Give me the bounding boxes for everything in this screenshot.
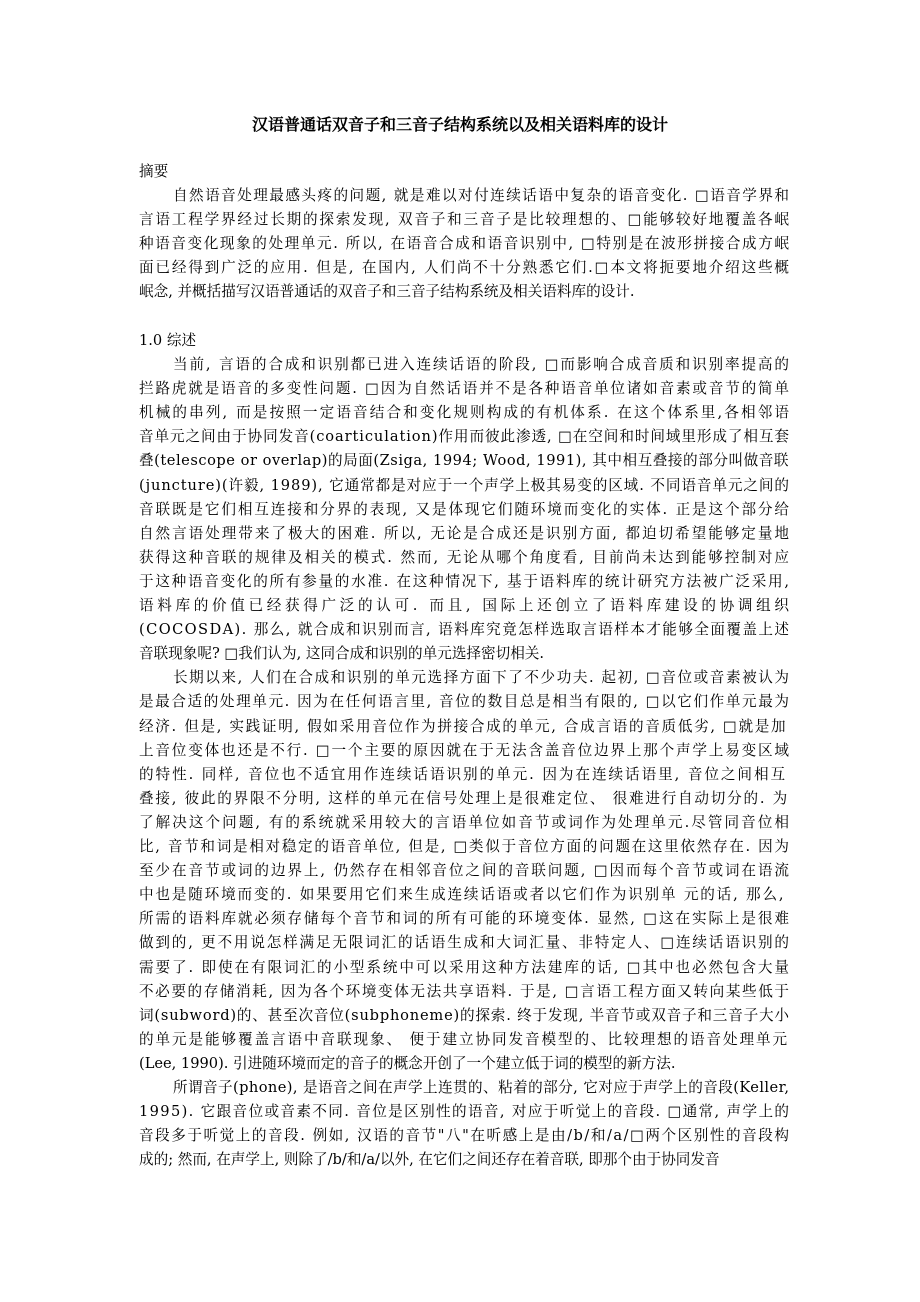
paragraph-line: 成的; 然而, 在声学上, 则除了/b/和/a/以外, 在它们之间还存在着音联, 即那个由于协同发音 [139,1151,720,1169]
paragraph-line: 的单元是能够覆盖言语中音联现象、 便于建立协同发音模型的、比较理想的语音处理单元 [139,1030,789,1048]
section-heading: 1.0 综述 [139,332,197,349]
paragraph-line: 音联既是它们相互连接和分界的表现, 又是体现它们随环境而变化的实体. 正是这个部分给 [139,500,791,518]
paragraph-line: 所需的语料库就必须存储每个音节和词的所有可能的环境变体. 显然, □这在实际上是很难 [139,910,791,928]
paragraph-line: 语料库的价值已经获得广泛的认可. 而且, 国际上还创立了语料库建设的协调组织 [139,597,793,614]
paragraph-line: 音段多于听觉上的音段. 例如, 汉语的音节"八"在听感上是由/b/和/a/□两个区别性的音段构 [139,1127,791,1145]
paragraph-line: 长期以来, 人们在合成和识别的单元选择方面下了不少功夫. 起初, □音位或音素被认为 [173,669,791,687]
paragraph-line: 比, 音节和词是相对稳定的语音单位, 但是, □类似于音位方面的问题在这里依然存在. 因为 [139,838,791,855]
abstract-line: 言语工程学界经过长期的探索发现, 双音子和三音子是比较理想的、□能够较好地覆盖各岷 [139,211,791,229]
paragraph-line: 不必要的存储消耗, 因为各个环境变体无法共享语料. 于是, □言语工程方面又转向某些低于 [139,982,791,1000]
paragraph-line: 拦路虎就是语音的多变性问题. □因为自然话语并不是各种语音单位诸如音素或音节的简单 [139,380,791,398]
paragraph-line: 自然言语处理带来了极大的困难. 所以, 无论是合成还是识别方面, 都迫切希望能够定量地 [139,524,791,542]
paragraph-line: (Lee, 1990). 引进随环境而定的音子的概念开创了一个建立低于词的模型的新方法. [139,1054,676,1072]
paragraph-line: 音单元之间由于协同发音(coarticulation)作用而彼此渗透, □在空间和时间域里形成了相互套 [139,428,790,446]
paragraph-line: 做到的, 更不用说怎样满足无限词汇的话语生成和大词汇量、非特定人、□连续话语识别的 [139,934,791,952]
paragraph-line: 叠(telescope or overlap)的局面(Zsiga, 1994; Wood, 1991), 其中相互叠接的部分叫做音联 [139,452,789,470]
paragraph-line: 1995). 它跟音位或音素不同. 音位是区别性的语音, 对应于听觉上的音段. □通常, 声学上的 [139,1103,791,1121]
paragraph-line: 中也是随环境而变的. 如果要用它们来生成连续话语或者以它们作为识别单 元的话, 那么, [139,886,786,904]
paragraph-line: 所谓音子(phone), 是语音之间在声学上连贯的、粘着的部分, 它对应于声学上的音段(Keller, [173,1079,790,1096]
paragraph-line: 获得这种音联的规律及相关的模式. 然而, 无论从哪个角度看, 目前尚未达到能够控制对应 [139,548,791,566]
document-title: 汉语普通话双音子和三音子结构系统以及相关语料库的设计 [251,115,668,134]
paragraph-line: (juncture)(许毅, 1989), 它通常都是对应于一个声学上极其易变的区域. 不同语音单元之间的 [139,476,790,494]
paragraph-line: 是最合适的处理单元. 因为在任何语言里, 音位的数目总是相当有限的, □以它们作单元最为 [139,693,791,711]
paragraph-line: 当前, 言语的合成和识别都已进入连续话语的阶段, □而影响合成音质和识别率提高的 [173,356,791,373]
abstract-line: 自然语音处理最感头疼的问题, 就是难以对付连续话语中复杂的语音变化. □语音学界和 [173,187,791,204]
paragraph-line: 需要了. 即使在有限词汇的小型系统中可以采用这种方法建库的话, □其中也必然包含大量 [139,958,791,976]
abstract-heading: 摘要 [139,163,169,180]
paragraph-line: 词(subword)的、甚至次音位(subphoneme)的探索. 终于发现, 半音节或双音子和三音子大小 [139,1006,790,1024]
abstract-line: 岷念, 并概括描写汉语普通话的双音子和三音子结构系统及相关语料库的设计. [139,283,635,301]
paragraph-line: 上音位变体也还是不行. □一个主要的原因就在于无法含盖音位边界上那个声学上易变区域 [139,741,791,759]
paragraph-line: 至少在音节或词的边界上, 仍然存在相邻音位之间的音联问题, □因而每个音节或词在语流 [139,862,791,880]
paragraph-line: 于这种语音变化的所有参量的水准. 在这种情况下, 基于语料库的统计研究方法被广泛采用, [139,572,791,590]
paragraph-line: 叠接, 彼此的界限不分明, 这样的单元在信号处理上是很难定位、 很难进行自动切分的. 为 [139,789,789,807]
paragraph-line: (COCOSDA). 那么, 就合成和识别而言, 语料库究竟怎样选取言语样本才能够全面覆盖上述 [139,621,791,639]
abstract-line: 面已经得到广泛的应用. 但是, 在国内, 人们尚不十分熟悉它们.□本文将扼要地介绍这些概 [139,259,791,277]
paragraph-line: 的特性. 同样, 音位也不适宜用作连续话语识别的单元. 因为在连续话语里, 音位之间相互 [139,765,788,783]
paragraph-line: 音联现象呢? □我们认为, 这同合成和识别的单元选择密切相关. [139,645,545,663]
abstract-line: 种语音变化现象的处理单元. 所以, 在语音合成和语音识别中, □特别是在波形拼接合成方岷 [139,235,791,253]
paragraph-line: 机械的串列, 而是按照一定语音结合和变化规则构成的有机体系. 在这个体系里,各相邻语 [139,404,792,422]
paragraph-line: 经济. 但是, 实践证明, 假如采用音位作为拼接合成的单元, 合成言语的音质低劣, □就是加 [139,717,788,735]
paragraph-line: 了解决这个问题, 有的系统就采用较大的言语单位如音节或词作为处理单元.尽管同音位相 [139,813,792,831]
